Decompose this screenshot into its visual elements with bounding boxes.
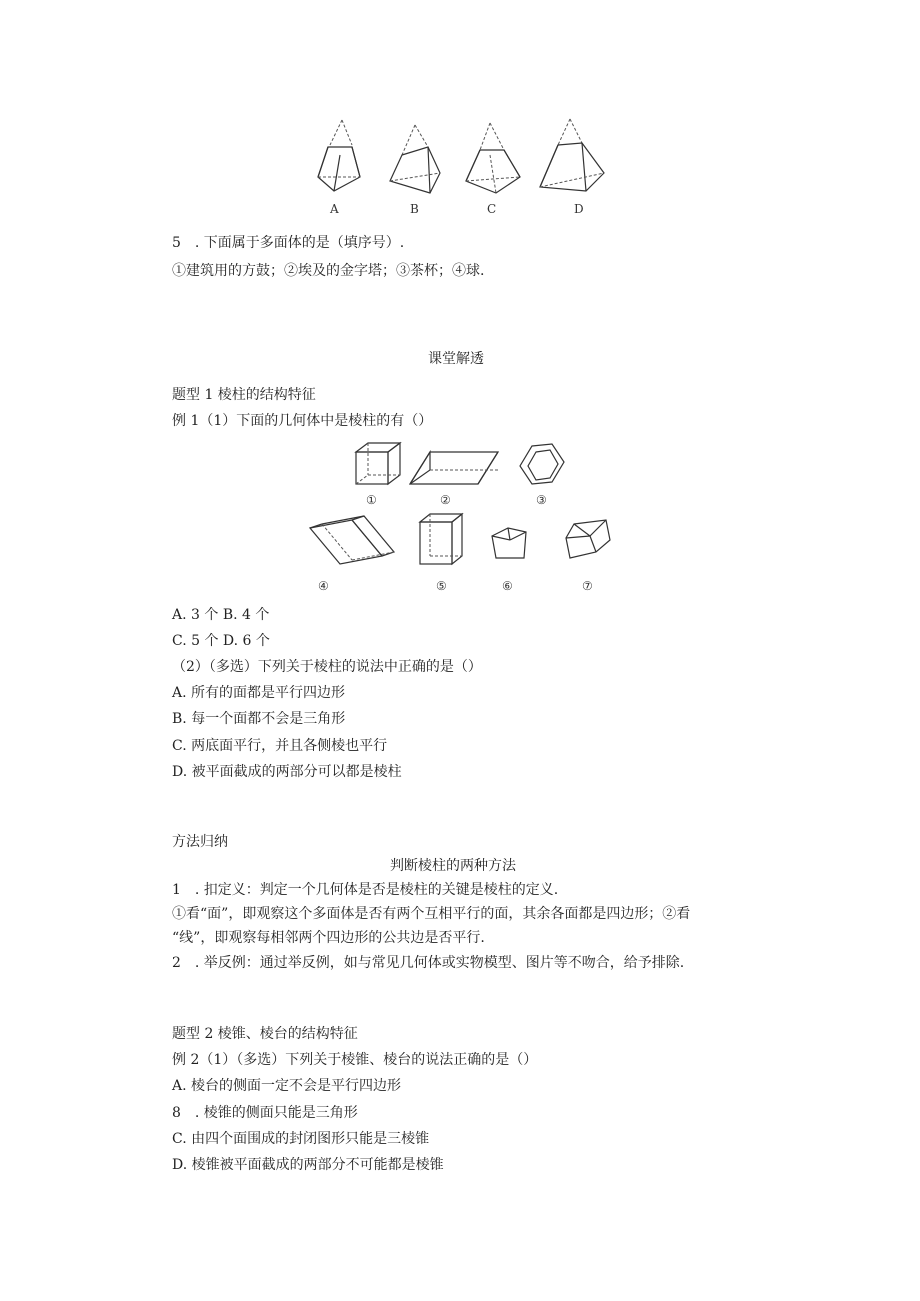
method-paragraph-2b: “线”，即观察每相邻两个四边形的公共边是否平行.: [172, 930, 485, 946]
figure-d: [540, 119, 604, 216]
method-paragraph-3: 2 . 举反例：通过举反例，如与常见几何体或实物模型、图片等不吻合，给予排除.: [172, 955, 685, 971]
question-5-stem: 5 . 下面属于多面体的是（填序号）.: [172, 235, 405, 251]
figure-label-2: ②: [440, 493, 451, 507]
section-title: 课堂解透: [428, 351, 484, 367]
example2-question1: 例 2（1）（多选）下列关于棱锥、棱台的说法正确的是（）: [172, 1052, 538, 1068]
choices-ab: A. 3 个 B. 4 个: [172, 607, 270, 623]
figure-label-a: A: [330, 202, 339, 216]
example1-question2: （2）（多选）下列关于棱柱的说法中正确的是（）: [172, 659, 482, 675]
question-5-options: ①建筑用的方鼓；②埃及的金字塔；③茶杯；④球.: [172, 263, 485, 279]
figure-label-c: C: [487, 202, 497, 216]
example1-question1: 例 1（1）下面的几何体中是棱柱的有（）: [172, 413, 433, 429]
figure-label-7: ⑦: [582, 579, 593, 593]
figure-7: [566, 520, 610, 593]
example2-option-b: 8 . 棱锥的侧面只能是三角形: [172, 1105, 358, 1121]
figure-label-6: ⑥: [502, 579, 513, 593]
method-title: 判断棱柱的两种方法: [390, 858, 516, 874]
figure-b: [390, 125, 440, 216]
figure-1: [356, 443, 400, 507]
type1-title: 题型 1 棱柱的结构特征: [172, 387, 316, 403]
option-a: A. 所有的面都是平行四边形: [172, 685, 346, 701]
option-b: B. 每一个面都不会是三角形: [172, 711, 346, 727]
figure-5: [420, 514, 462, 593]
prism-figures: [300, 440, 630, 600]
choices-cd: C. 5 个 D. 6 个: [172, 633, 270, 649]
figure-3: [520, 444, 564, 507]
method-paragraph-1: 1 . 扣定义：判定一个几何体是否是棱柱的关键是棱柱的定义.: [172, 882, 559, 898]
figure-c: [466, 123, 520, 216]
example2-option-a: A. 棱台的侧面一定不会是平行四边形: [172, 1078, 402, 1094]
type2-title: 题型 2 棱锥、棱台的结构特征: [172, 1026, 358, 1042]
method-paragraph-2a: ①看“面”，即观察这个多面体是否有两个互相平行的面，其余各面都是四边形；②看: [172, 906, 691, 922]
example2-option-c: C. 由四个面围成的封闭图形只能是三棱锥: [172, 1131, 430, 1147]
figure-label-b: B: [410, 202, 419, 216]
figure-label-d: D: [574, 202, 584, 216]
figure-label-3: ③: [536, 493, 547, 507]
figure-label-4: ④: [318, 579, 329, 593]
option-c: C. 两底面平行，并且各侧棱也平行: [172, 738, 388, 754]
method-heading: 方法归纳: [172, 834, 228, 850]
figure-label-1: ①: [366, 493, 377, 507]
figure-label-5: ⑤: [436, 579, 447, 593]
example2-option-d: D. 棱锥被平面截成的两部分不可能都是棱锥: [172, 1157, 444, 1173]
figure-2: [410, 452, 498, 507]
figure-4: [310, 516, 394, 593]
figure-6: [492, 528, 526, 593]
figure-a: [318, 120, 360, 216]
frustum-figures: [300, 115, 620, 225]
option-d: D. 被平面截成的两部分可以都是棱柱: [172, 764, 402, 780]
